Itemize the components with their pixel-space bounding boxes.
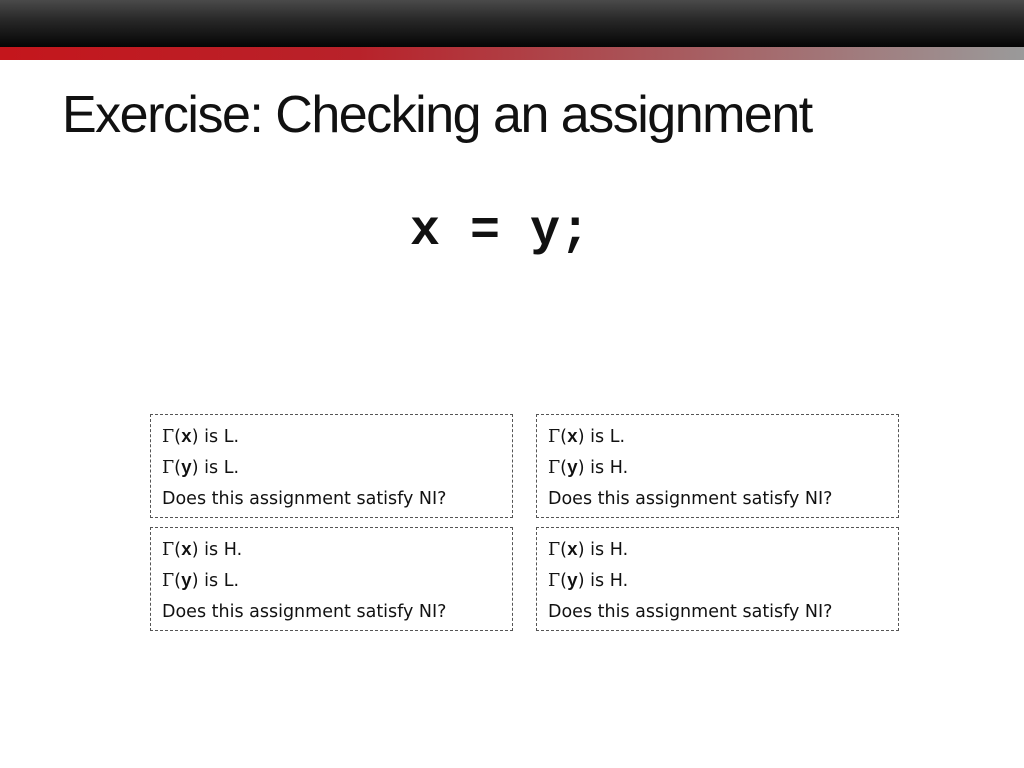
gamma-symbol: Γ <box>548 427 561 447</box>
open-paren: ( <box>174 571 181 591</box>
open-paren: ( <box>560 571 567 591</box>
x-level-text: ) is H. <box>577 540 629 560</box>
x-level-text: ) is L. <box>577 427 626 447</box>
open-paren: ( <box>560 427 567 447</box>
y-label-line <box>162 566 502 597</box>
x-label-line <box>548 535 888 566</box>
case-box-3 <box>150 527 513 631</box>
y-label-line <box>548 453 888 484</box>
variable-x: x <box>566 428 578 448</box>
y-label-line <box>162 453 502 484</box>
ni-question: Does this assignment satisfy NI? <box>548 489 833 509</box>
y-level-text: ) is L. <box>191 571 240 591</box>
header-bar <box>0 0 1024 47</box>
slide-title: Exercise: Checking an assignment <box>62 86 812 144</box>
y-level-text: ) is L. <box>191 458 240 478</box>
x-level-text: ) is L. <box>191 427 240 447</box>
ni-question: Does this assignment satisfy NI? <box>548 602 833 622</box>
gamma-symbol: Γ <box>548 540 561 560</box>
open-paren: ( <box>174 540 181 560</box>
gamma-symbol: Γ <box>162 458 175 478</box>
ni-question: Does this assignment satisfy NI? <box>162 489 447 509</box>
ni-question: Does this assignment satisfy NI? <box>162 602 447 622</box>
variable-x: x <box>180 541 192 561</box>
open-paren: ( <box>174 427 181 447</box>
x-level-text: ) is H. <box>191 540 243 560</box>
case-box-1 <box>150 414 513 518</box>
variable-y: y <box>180 459 192 479</box>
open-paren: ( <box>560 458 567 478</box>
y-level-text: ) is H. <box>577 458 629 478</box>
y-label-line <box>548 566 888 597</box>
case-box-4 <box>536 527 899 631</box>
gamma-symbol: Γ <box>162 540 175 560</box>
variable-x: x <box>180 428 192 448</box>
x-label-line <box>548 422 888 453</box>
variable-y: y <box>180 572 192 592</box>
open-paren: ( <box>560 540 567 560</box>
code-statement: x = y; <box>409 203 591 260</box>
x-label-line <box>162 422 502 453</box>
gamma-symbol: Γ <box>162 571 175 591</box>
x-label-line <box>162 535 502 566</box>
open-paren: ( <box>174 458 181 478</box>
variable-y: y <box>566 572 578 592</box>
y-level-text: ) is H. <box>577 571 629 591</box>
gamma-symbol: Γ <box>548 458 561 478</box>
gamma-symbol: Γ <box>162 427 175 447</box>
variable-x: x <box>566 541 578 561</box>
gamma-symbol: Γ <box>548 571 561 591</box>
case-box-2 <box>536 414 899 518</box>
variable-y: y <box>566 459 578 479</box>
accent-stripe <box>0 47 1024 60</box>
